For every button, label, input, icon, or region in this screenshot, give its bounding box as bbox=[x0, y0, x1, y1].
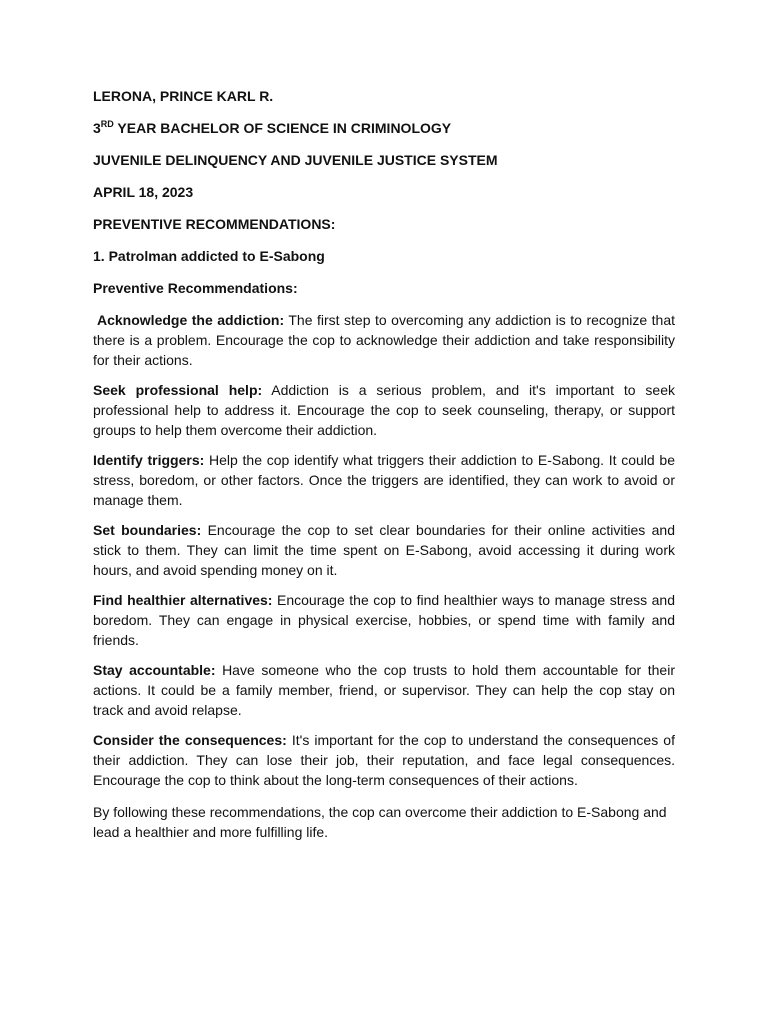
closing-paragraph: By following these recommendations, the cop can overcome their addiction to E-Sabong and lead a healthier and more fulfilling life. bbox=[93, 804, 667, 840]
recommendation-text: Help the cop identify what triggers their addiction to E-Sabong. It could be stress, boredom, or other factors. Once the triggers are identified, they can work to avoid or manage them. bbox=[93, 452, 675, 508]
year-number: 3 bbox=[93, 120, 101, 136]
recommendation-paragraph bbox=[93, 520, 675, 580]
recommendation-text: Encourage the cop to set clear boundaries for their online activities and stick to them. They can limit the time spent on E-Sabong, avoid accessing it during work hours, and avoid spending money on it. bbox=[93, 522, 675, 578]
recommendation-text: Have someone who the cop trusts to hold them accountable for their actions. It could be a family member, friend, or supervisor. They can help the cop stay on track and avoid relapse. bbox=[93, 662, 675, 718]
document-date: APRIL 18, 2023 bbox=[93, 184, 194, 200]
recommendation-lead: Set boundaries: bbox=[93, 522, 202, 538]
recommendation-lead: Consider the consequences: bbox=[93, 732, 287, 748]
document-page bbox=[93, 86, 675, 842]
recommendation-lead: Stay accountable: bbox=[93, 662, 216, 678]
recommendation-text: The first step to overcoming any addiction is to recognize that there is a problem. Encourage the cop to acknowledge their addiction and take responsibility for their actions. bbox=[93, 312, 675, 368]
recommendation-paragraph bbox=[93, 730, 675, 790]
recommendation-lead: Acknowledge the addiction: bbox=[97, 312, 285, 328]
recommendation-text: It's important for the cop to understand the consequences of their addiction. They can lose their job, their reputation, and face legal consequences. Encourage the cop to think about the long-term consequences of their actions. bbox=[93, 732, 675, 788]
recommendation-paragraph bbox=[93, 380, 675, 440]
recommendation-lead: Identify triggers: bbox=[93, 452, 205, 468]
case-title: 1. Patrolman addicted to E-Sabong bbox=[93, 248, 325, 264]
year-ordinal-suffix: RD bbox=[100, 119, 114, 129]
recommendation-paragraph bbox=[93, 450, 675, 510]
year-level bbox=[93, 118, 675, 138]
recommendation-lead: Seek professional help: bbox=[93, 382, 263, 398]
student-name: LERONA, PRINCE KARL R. bbox=[93, 88, 274, 104]
recommendation-text: Addiction is a serious problem, and it's important to seek professional help to address it. Encourage the cop to seek counseling, therapy, or support groups to help them overcome their addiction. bbox=[93, 382, 675, 438]
recommendation-text: Encourage the cop to find healthier ways to manage stress and boredom. They can engage in physical exercise, hobbies, or spend time with family and friends. bbox=[93, 592, 675, 648]
case-subtitle: Preventive Recommendations: bbox=[93, 280, 298, 296]
program-name: YEAR BACHELOR OF SCIENCE IN CRIMINOLOGY bbox=[113, 120, 452, 136]
section-heading: PREVENTIVE RECOMMENDATIONS: bbox=[93, 216, 336, 232]
recommendation-lead: Find healthier alternatives: bbox=[93, 592, 273, 608]
recommendation-paragraph bbox=[93, 310, 675, 370]
recommendation-paragraph bbox=[93, 660, 675, 720]
recommendation-paragraph bbox=[93, 590, 675, 650]
course-title: JUVENILE DELINQUENCY AND JUVENILE JUSTICE SYSTEM bbox=[93, 152, 498, 168]
